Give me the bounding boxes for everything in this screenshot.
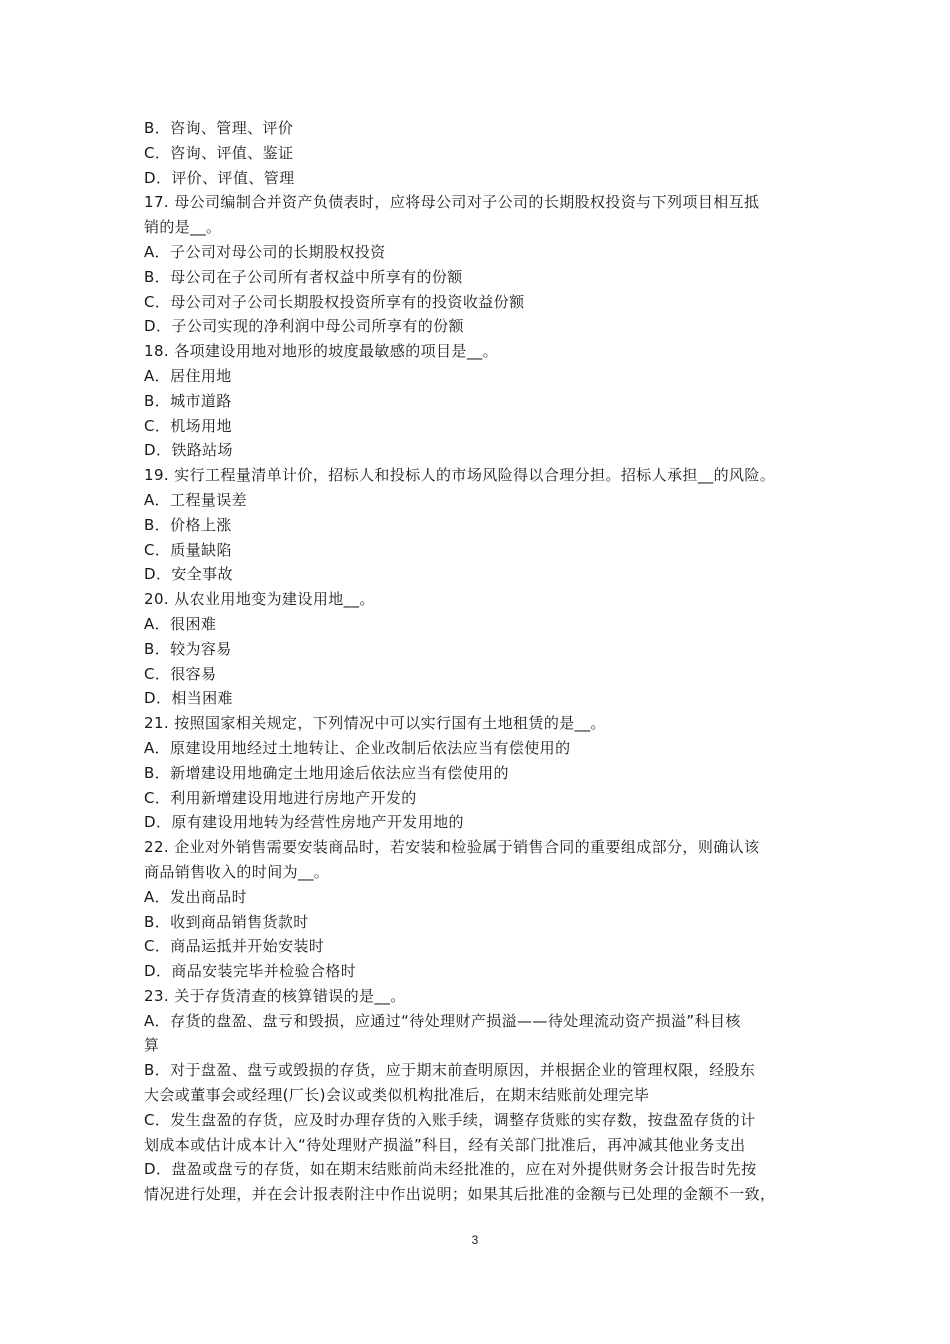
- text-line: 划成本或估计成本计入“待处理财产损溢”科目，经有关部门批准后，再冲减其他业务支出: [144, 1135, 746, 1154]
- text-line: A．子公司对母公司的长期股权投资: [144, 242, 386, 261]
- text-line: B．收到商品销售货款时: [144, 912, 309, 931]
- text-line: A．发出商品时: [144, 887, 248, 906]
- text-line: D．子公司实现的净利润中母公司所享有的份额: [144, 317, 464, 336]
- text-line: C．母公司对子公司长期股权投资所享有的投资收益份额: [144, 292, 525, 311]
- text-line: 20. 从农业用地变为建设用地__。: [144, 590, 375, 609]
- text-line: C．质量缺陷: [144, 540, 232, 559]
- text-line: B．对于盘盈、盘亏或毁损的存货，应于期末前查明原因，并根据企业的管理权限，经股东: [144, 1061, 756, 1080]
- text-line: 算: [144, 1036, 160, 1055]
- text-line: A．工程量误差: [144, 490, 248, 509]
- text-line: C．利用新增建设用地进行房地产开发的: [144, 788, 417, 807]
- text-line: C．发生盘盈的存货，应及时办理存货的入账手续，调整存货账的实存数，按盘盈存货的计: [144, 1110, 756, 1129]
- text-line: D．盘盈或盘亏的存货，如在期末结账前尚未经批准的，应在对外提供财务会计报告时先按: [144, 1160, 757, 1179]
- text-line: 商品销售收入的时间为__。: [144, 862, 330, 881]
- text-line: 17. 母公司编制合并资产负债表时，应将母公司对子公司的长期股权投资与下列项目相互抵: [144, 193, 760, 212]
- text-line: D．相当困难: [144, 689, 233, 708]
- text-line: B．母公司在子公司所有者权益中所享有的份额: [144, 267, 463, 286]
- text-line: D．评价、评值、管理: [144, 168, 295, 187]
- text-line: B．咨询、管理、评价: [144, 119, 294, 137]
- question-text-body: [144, 116, 809, 1207]
- text-line: D．原有建设用地转为经营性房地产开发用地的: [144, 813, 464, 832]
- text-line: 23. 关于存货清查的核算错误的是__。: [144, 986, 406, 1005]
- text-line: B．价格上涨: [144, 515, 232, 534]
- page-number: 3: [471, 1233, 479, 1247]
- text-line: 销的是__。: [144, 218, 222, 237]
- text-line: D．安全事故: [144, 565, 233, 584]
- text-line: C．咨询、评值、鉴证: [144, 143, 294, 162]
- text-line: A．原建设用地经过土地转让、企业改制后依法应当有偿使用的: [144, 738, 571, 757]
- text-line: 18. 各项建设用地对地形的坡度最敏感的项目是__。: [144, 342, 499, 361]
- text-line: C．很容易: [144, 664, 217, 683]
- text-line: B．城市道路: [144, 391, 232, 410]
- text-line: B．新增建设用地确定土地用途后依法应当有偿使用的: [144, 763, 509, 782]
- text-line: D．商品安装完毕并检验合格时: [144, 962, 357, 981]
- text-line: 大会或董事会或经理(厂长)会议或类似机构批准后，在期末结账前处理完毕: [144, 1086, 650, 1105]
- text-line: 22. 企业对外销售需要安装商品时，若安装和检验属于销售合同的重要组成部分，则确认该: [144, 838, 760, 857]
- text-line: C．机场用地: [144, 416, 232, 435]
- text-line: A．居住用地: [144, 366, 232, 385]
- text-line: C．商品运抵并开始安装时: [144, 937, 325, 956]
- text-line: A．存货的盘盈、盘亏和毁损，应通过“待处理财产损溢——待处理流动资产损溢”科目核: [144, 1011, 741, 1030]
- text-line: D．铁路站场: [144, 441, 233, 460]
- text-line: 19. 实行工程量清单计价，招标人和投标人的市场风险得以合理分担。招标人承担__的风险。: [144, 466, 776, 485]
- text-line: 情况进行处理，并在会计报表附注中作出说明；如果其后批准的金额与已处理的金额不一致，: [144, 1185, 776, 1204]
- text-line: A．很困难: [144, 614, 217, 633]
- text-line: 21. 按照国家相关规定，下列情况中可以实行国有土地租赁的是__。: [144, 714, 606, 733]
- text-line: B．较为容易: [144, 639, 232, 658]
